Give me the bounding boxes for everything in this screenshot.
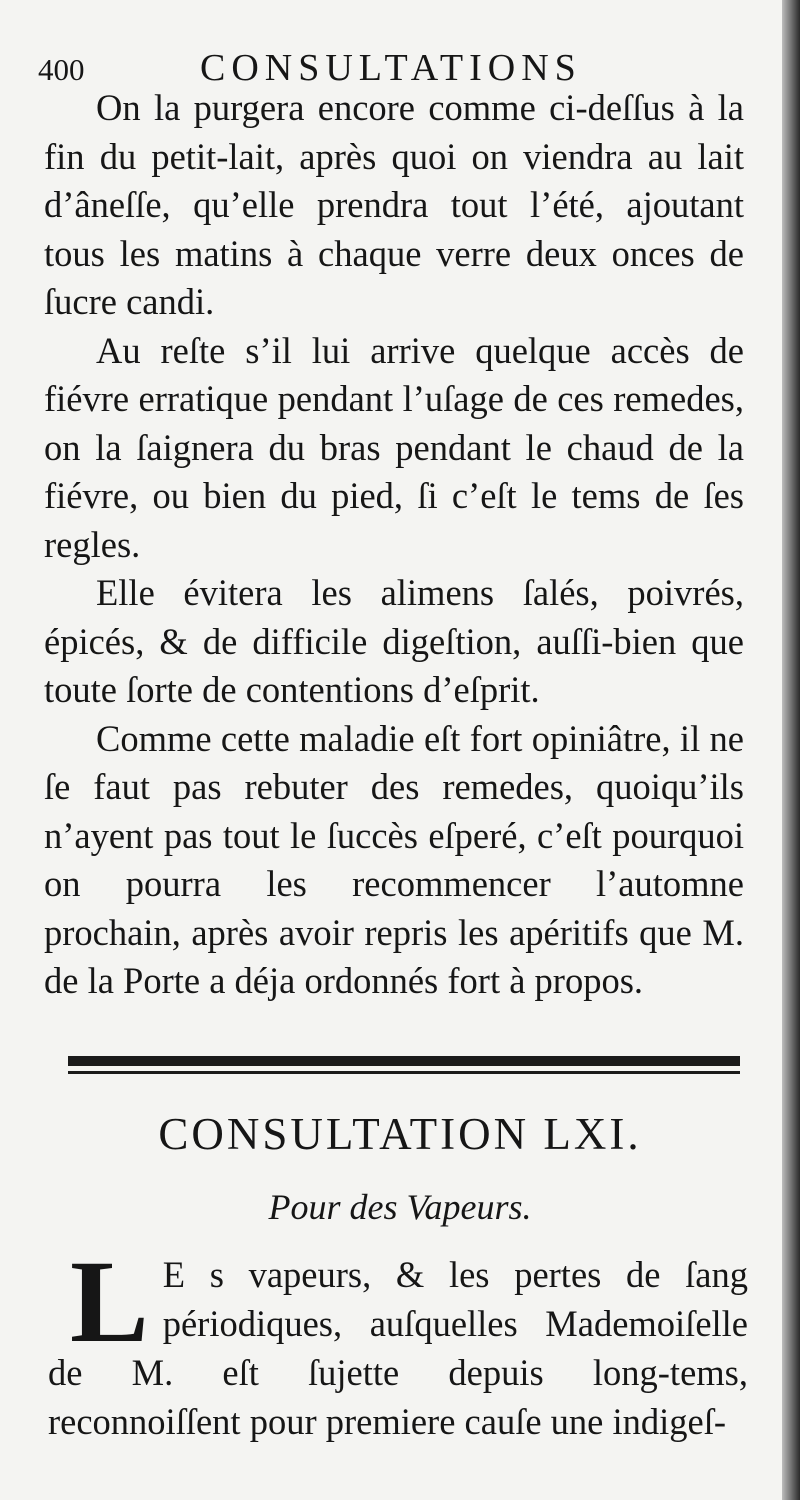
paragraph-purge: On la purgera encore comme ci-deſſus à la fin du petit-lait, après quoi on viendra au lait d’âneſſe, qu’elle prendra tout l’été, ajoutant tous les matins à chaque verre deux onces de ſucre candi. — [44, 87, 744, 322]
section-subtitle: Pour des Vapeurs. — [268, 1187, 532, 1227]
section-title: CONSULTATION LXI. — [158, 1109, 642, 1159]
body-text — [44, 84, 744, 1006]
section-divider-thick — [68, 1056, 740, 1066]
drop-cap: L — [70, 1236, 149, 1367]
paragraph-diet: Elle évitera les alimens ſalés, poivrés, épicés, & de difficile digeſtion, auſſi-bien que toute ſorte de contentions d’eſprit. — [44, 572, 744, 710]
running-head: CONSULTATIONS — [200, 47, 582, 89]
paragraph-remedies: Comme cette maladie eſt fort opiniâtre, il ne ſe faut pas rebuter des remedes, quoiqu’ils n’ayent pas tout le ſuccès eſperé, c’eſt pourquoi on pourra les recommencer l’automne prochain, après avoir repris les apéritifs que M. de la Porte a déja ordonnés fort à propos. — [44, 717, 744, 1001]
paragraph-fever: Au reſte s’il lui arrive quelque accès de fiévre erratique pendant l’uſage de ces remedes, on la ſaignera du bras pendant le chaud de la fiévre, ou bien du pied, ſi c’eſt le tems de ſes regles. — [44, 329, 744, 565]
opening-paragraph: E s vapeurs, & les pertes de ſang périodiques, auſquelles Mademoiſelle de M. eſt ſujette depuis long-tems, reconnoiſſent pour premiere cauſe une indigeſ- — [48, 1254, 748, 1442]
section-opening — [48, 1236, 748, 1446]
section-divider-thin — [68, 1071, 740, 1074]
page-number: 400 — [38, 52, 85, 87]
page-edge-shadow — [782, 0, 800, 1500]
